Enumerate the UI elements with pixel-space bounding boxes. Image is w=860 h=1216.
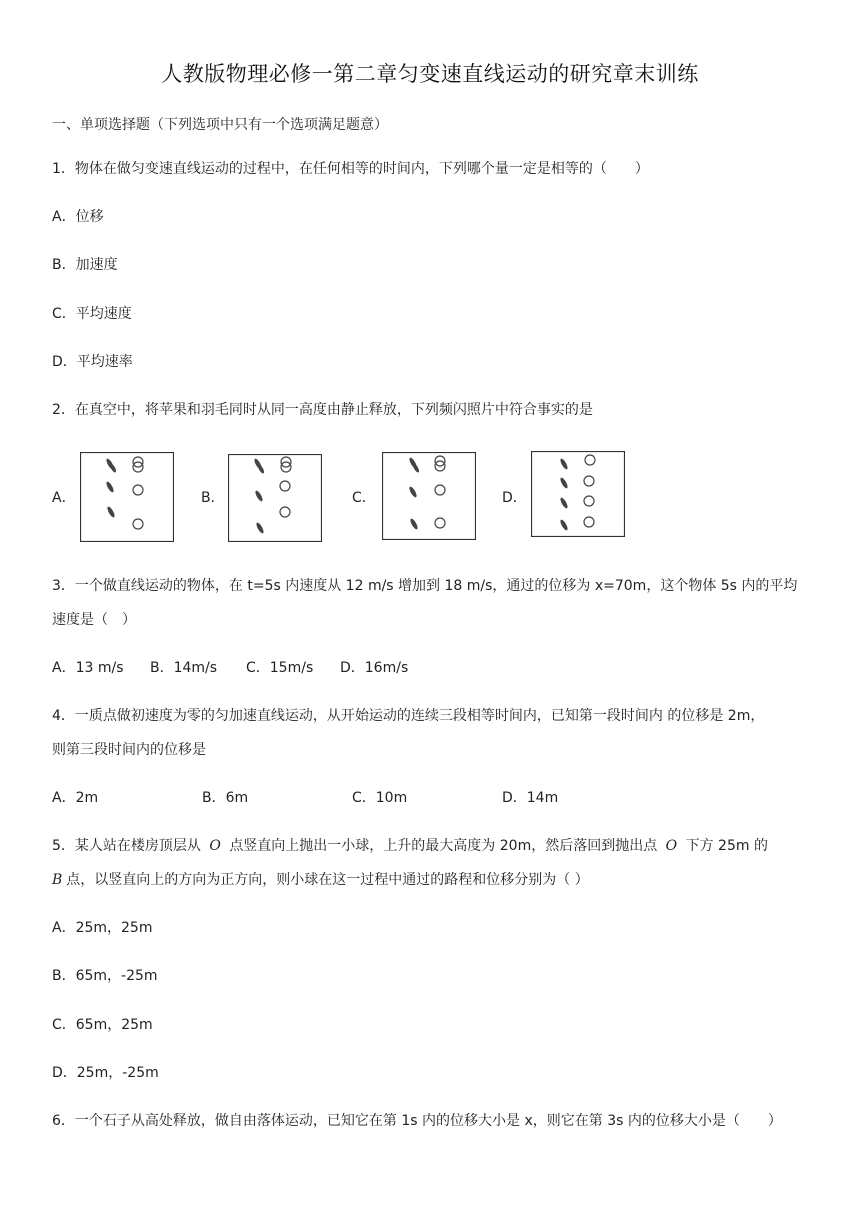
section-heading: 一、单项选择题（下列选项中只有一个选项满足题意） xyxy=(52,117,388,133)
question-5-stem-part-a: 5．某人站在楼房顶层从 xyxy=(52,838,201,854)
question-5-option-c: C．65m，25m xyxy=(52,1017,153,1033)
question-4-option-d: D．14m xyxy=(502,790,559,806)
question-4-option-b: B．6m xyxy=(202,790,249,806)
page-title: 人教版物理必修一第二章匀变速直线运动的研究章末训练 xyxy=(161,62,699,86)
question-4-options xyxy=(52,788,558,808)
strobe-photo-b xyxy=(228,454,322,542)
question-5-stem-line-1 xyxy=(52,836,768,856)
question-1-option-a: A．位移 xyxy=(52,209,104,225)
question-5-option-a: A．25m，25m xyxy=(52,920,153,936)
strobe-photo-a xyxy=(80,452,174,542)
question-5-stem-line-2 xyxy=(52,870,589,890)
question-3-option-a: A．13 m/s xyxy=(52,660,124,676)
question-4-option-a: A．2m xyxy=(52,790,99,806)
point-b-symbol: B xyxy=(52,872,63,888)
question-3-stem-line-1: 3．一个做直线运动的物体，在 t=5s 内速度从 12 m/s 增加到 18 m/s，通过的位移为 x=70m，这个物体 5s 内的平均 xyxy=(52,578,798,594)
point-o-symbol-2: O xyxy=(665,838,678,854)
question-2-label-d: D． xyxy=(502,490,527,506)
question-5-option-b: B．65m，-25m xyxy=(52,968,158,984)
question-3-option-b: B．14m/s xyxy=(150,660,218,676)
question-1-option-b: B．加速度 xyxy=(52,257,118,273)
question-6-stem: 6．一个石子从高处释放，做自由落体运动，已知它在第 1s 内的位移大小是 x，则它在第 3s 内的位移大小是（ ） xyxy=(52,1113,782,1129)
question-4-option-c: C．10m xyxy=(352,790,408,806)
question-1-option-d: D．平均速率 xyxy=(52,354,133,370)
question-2-label-c: C． xyxy=(352,490,376,506)
question-3-option-d: D．16m/s xyxy=(340,660,409,676)
question-1-option-c: C．平均速度 xyxy=(52,306,132,322)
question-5-stem-part-c: 下方 25m 的 xyxy=(685,838,768,854)
question-3-option-c: C．15m/s xyxy=(246,660,314,676)
question-5-option-d: D．25m，-25m xyxy=(52,1065,159,1081)
question-4-stem-line-1: 4．一质点做初速度为零的匀加速直线运动，从开始运动的连续三段相等时间内，已知第一段时间内 的位移是 2m， xyxy=(52,708,765,724)
question-3-options xyxy=(52,658,408,678)
strobe-photo-c xyxy=(382,452,476,540)
question-2-label-b: B． xyxy=(201,490,225,506)
question-3-stem-line-2: 速度是（ ） xyxy=(52,612,136,628)
question-4-stem-line-2: 则第三段时间内的位移是 xyxy=(52,742,206,758)
question-2-stem: 2．在真空中，将苹果和羽毛同时从同一高度由静止释放，下列频闪照片中符合事实的是 xyxy=(52,402,593,418)
question-5-stem-part-b: 点竖直向上抛出一小球，上升的最大高度为 20m，然后落回到抛出点 xyxy=(229,838,658,854)
strobe-photo-d xyxy=(531,451,625,537)
question-1-stem: 1．物体在做匀变速直线运动的过程中，在任何相等的时间内，下列哪个量一定是相等的（ ） xyxy=(52,161,649,177)
question-2-label-a: A． xyxy=(52,490,76,506)
question-5-stem-part-d: 点，以竖直向上的方向为正方向，则小球在这一过程中通过的路程和位移分别为（ ） xyxy=(66,872,589,888)
point-o-symbol: O xyxy=(209,838,221,854)
